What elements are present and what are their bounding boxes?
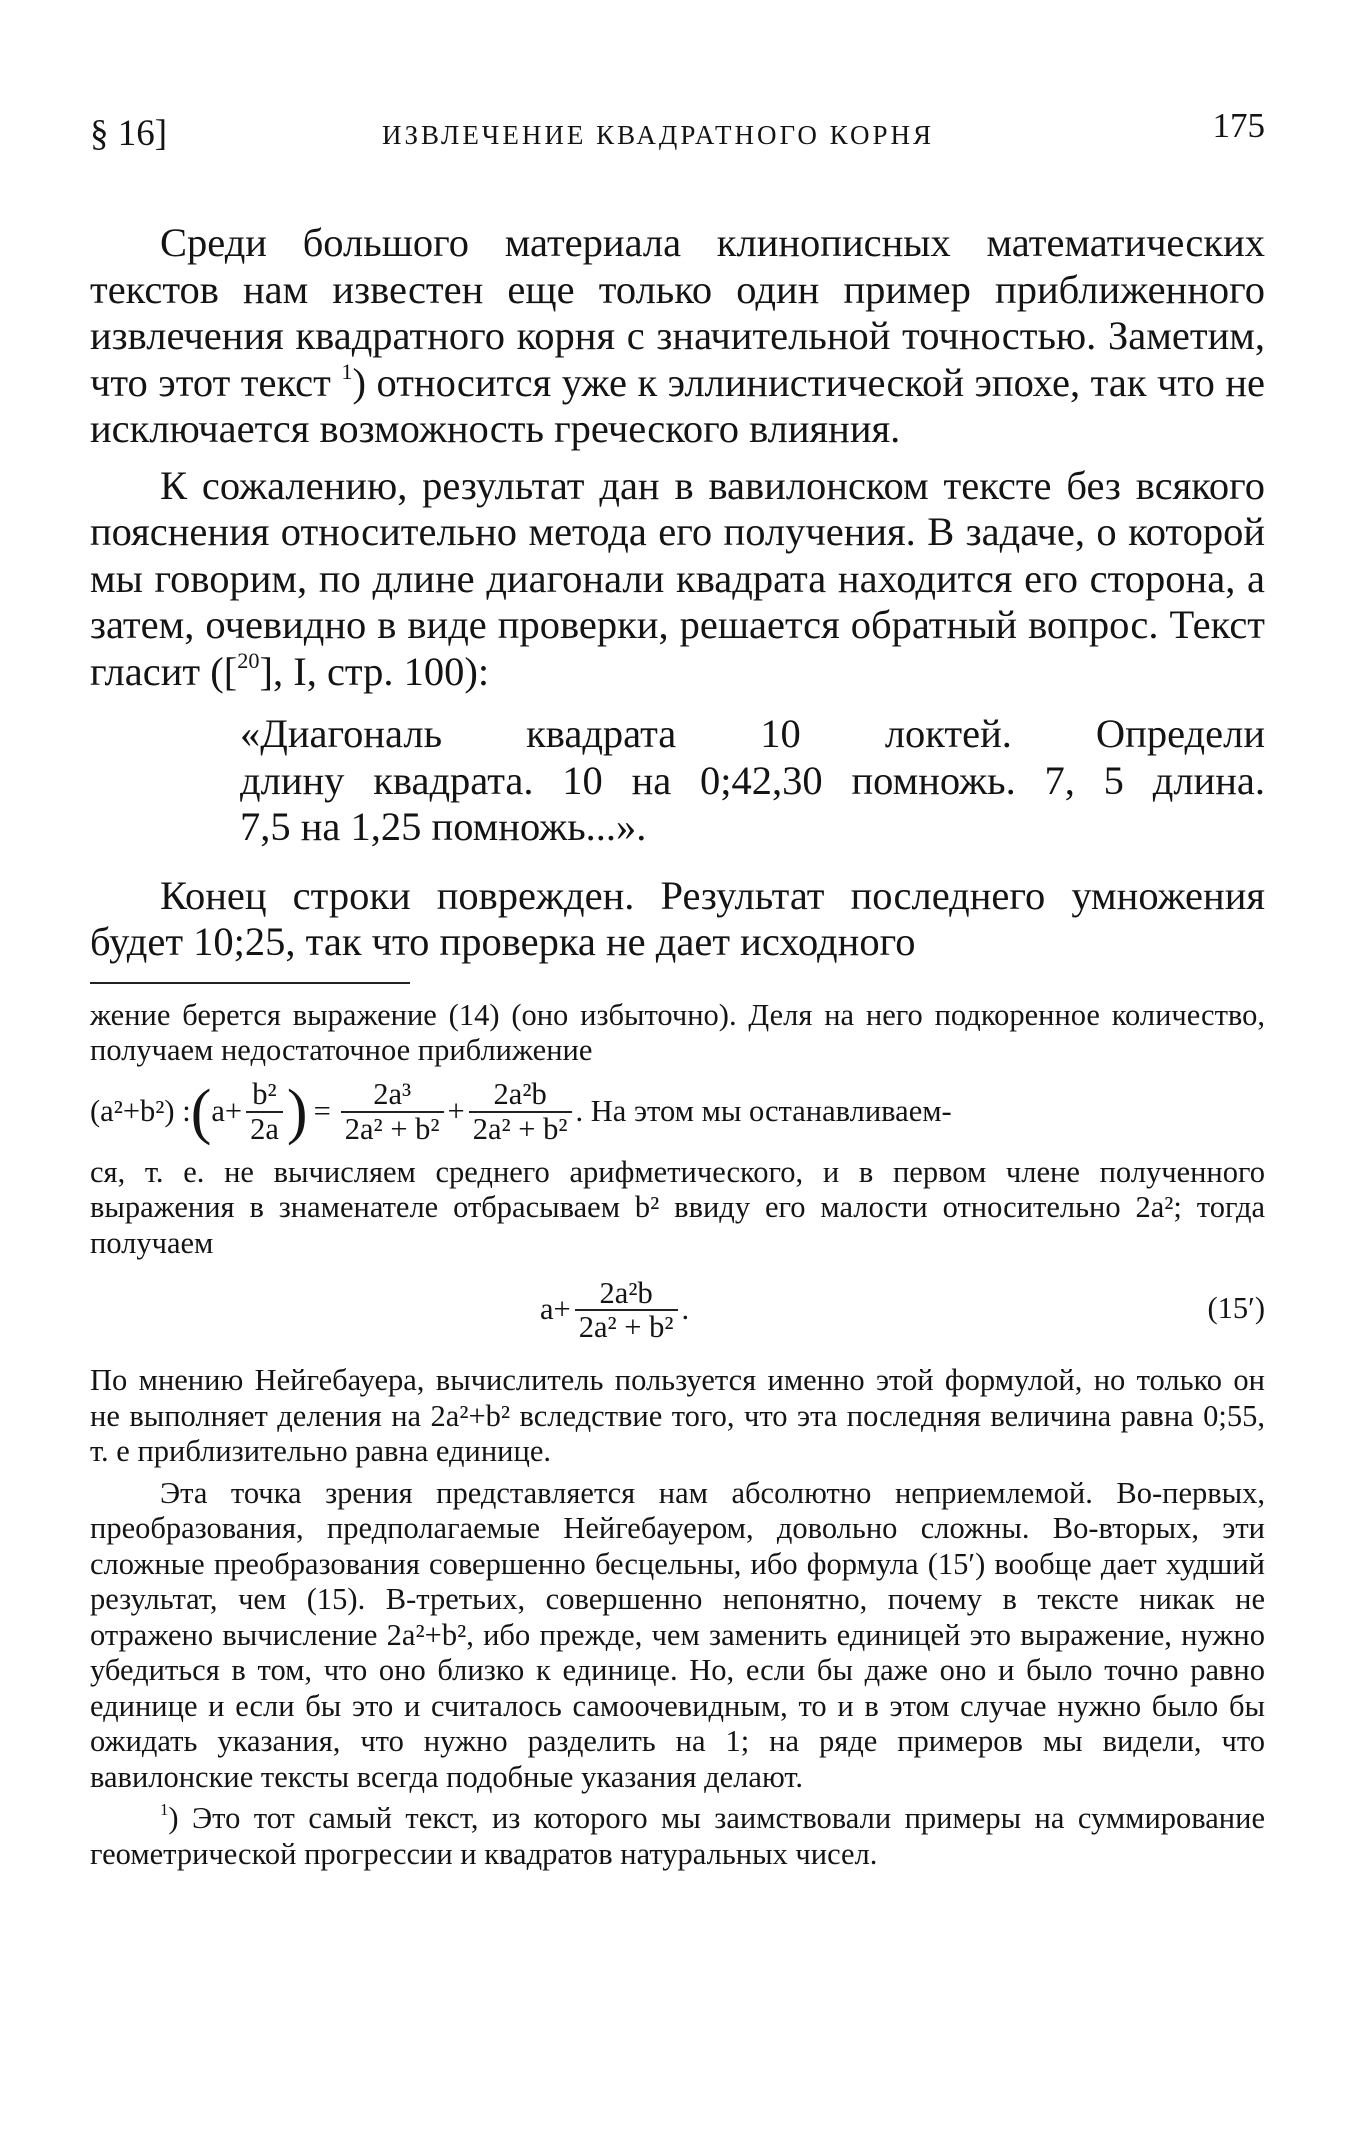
left-paren: (	[190, 1077, 212, 1146]
equation-body: a+ $\frac{\text{2a²b}}{\text{2a² + b²}}$ .	[540, 1275, 690, 1344]
reference-marker: 20	[237, 647, 260, 673]
formula-inner-a: a+	[211, 1093, 243, 1128]
small-paragraph-1: жение берется выражение (14) (оно избыточно). Деля на него подкоренное количество, получаем недостаточное приближение	[90, 997, 1265, 1067]
fraction-b2-over-2a: $\frac{\text{b²}}{2a}$	[246, 1078, 283, 1144]
small-paragraph-4: Эта точка зрения представляется нам абсолютно неприемлемой. Во-первых, преобразования, предполагаемые Нейгебауером, довольно сложны. Во-вторых, эти сложные преобразования совершенно бесцельны, ибо формула (15′) вообще дает худший результат, чем (15). В-третьих, совершенно непонятно, почему в тексте никак не отражено вычисление 2a²+b², ибо прежде, чем заменить единицей это выражение, нужно убедиться в том, что оно близко к единице. Но, если бы даже оно и было точно равно единице и если бы это и считалось самоочевидным, то и в этом случае нужно было бы ожидать указания, что нужно разделить на 1; на ряде примеров мы видели, что вавилонские тексты всегда подобные указания делают.	[90, 1475, 1265, 1794]
plus-sign: +	[447, 1093, 465, 1128]
footnote-number: 1	[160, 1800, 169, 1820]
main-text-continued	[90, 873, 1265, 966]
block-quote	[240, 711, 1265, 851]
quote-line-2: длину квадрата. 10 на 0;42,30 помножь. 7, 5 длина.	[240, 757, 1265, 803]
page-number: 175	[1212, 106, 1265, 145]
fraction-1: $\frac{\text{2a³}}{\text{2a² + b²}}$	[341, 1078, 444, 1144]
footnote-1: $^1$) Это тот самый текст, из которого мы заимствовали примеры на суммирование геометрической прогрессии и квадратов натуральных чисел.	[90, 1800, 1265, 1871]
inline-formula-line	[90, 1069, 1265, 1155]
formula-trailing-text: . На этом мы останавливаем-	[575, 1093, 952, 1128]
footnote-divider	[90, 982, 410, 984]
quote-line-1: «Диагональ квадрата 10 локтей. Определи	[240, 711, 1265, 756]
paragraph-3: Конец строки поврежден. Результат последнего умножения будет 10;25, так что проверка не дает исходного	[90, 872, 1265, 964]
section-number: § 16]	[90, 113, 168, 154]
footnote-area	[90, 998, 1265, 1873]
footnote-marker: 1	[341, 358, 353, 384]
small-paragraph-2: ся, т. е. не вычисляем среднего арифметического, и в первом члене полученного выражения в знаменателе отбрасываем b² ввиду его малости относительно 2a²; тогда получаем	[90, 1154, 1265, 1260]
quote-line-3: 7,5 на 1,25 помножь...».	[240, 804, 647, 849]
main-text	[90, 220, 1265, 695]
equation-fraction: $\frac{\text{2a²b}}{\text{2a² + b²}}$	[575, 1277, 678, 1343]
paragraph-2: К сожалению, результат дан в вавилонском тексте без всякого пояснения относительно метода его получения. В задаче, о которой мы говорим, по длине диагонали квадрата находится его сторона, а затем, очевидно в виде проверки, решается обратный вопрос. Текст гласит ([$^{20}$], I, стр. 100):	[90, 462, 1265, 694]
equals-sign: =	[313, 1093, 331, 1128]
equation-number: (15′)	[1207, 1291, 1265, 1325]
fraction-2: $\frac{\text{2a²b}}{\text{2a² + b²}}$	[469, 1078, 572, 1144]
page-header	[90, 100, 1265, 160]
small-paragraph-3: По мнению Нейгебауера, вычислитель пользуется именно этой формулой, но только он не выполняет деления на 2a²+b² вследствие того, что эта последняя величина равна 0;55, т. е приблизительно равна единице.	[90, 1363, 1265, 1468]
formula-lhs: (a²+b²) :	[90, 1093, 191, 1128]
right-paren: )	[286, 1077, 308, 1146]
paragraph-1: Среди большого материала клинописных математических текстов нам известен еще только один пример приближенного извлечения квадратного корня с значительной точностью. Заметим, что этот текст $^1$) относится уже к эллинистической эпохе, так что не исключается возможность греческого влияния.	[90, 220, 1265, 451]
book-page	[90, 100, 1265, 1872]
running-title: ИЗВЛЕЧЕНИЕ КВАДРАТНОГО КОРНЯ	[382, 120, 935, 150]
display-equation	[90, 1267, 1265, 1353]
